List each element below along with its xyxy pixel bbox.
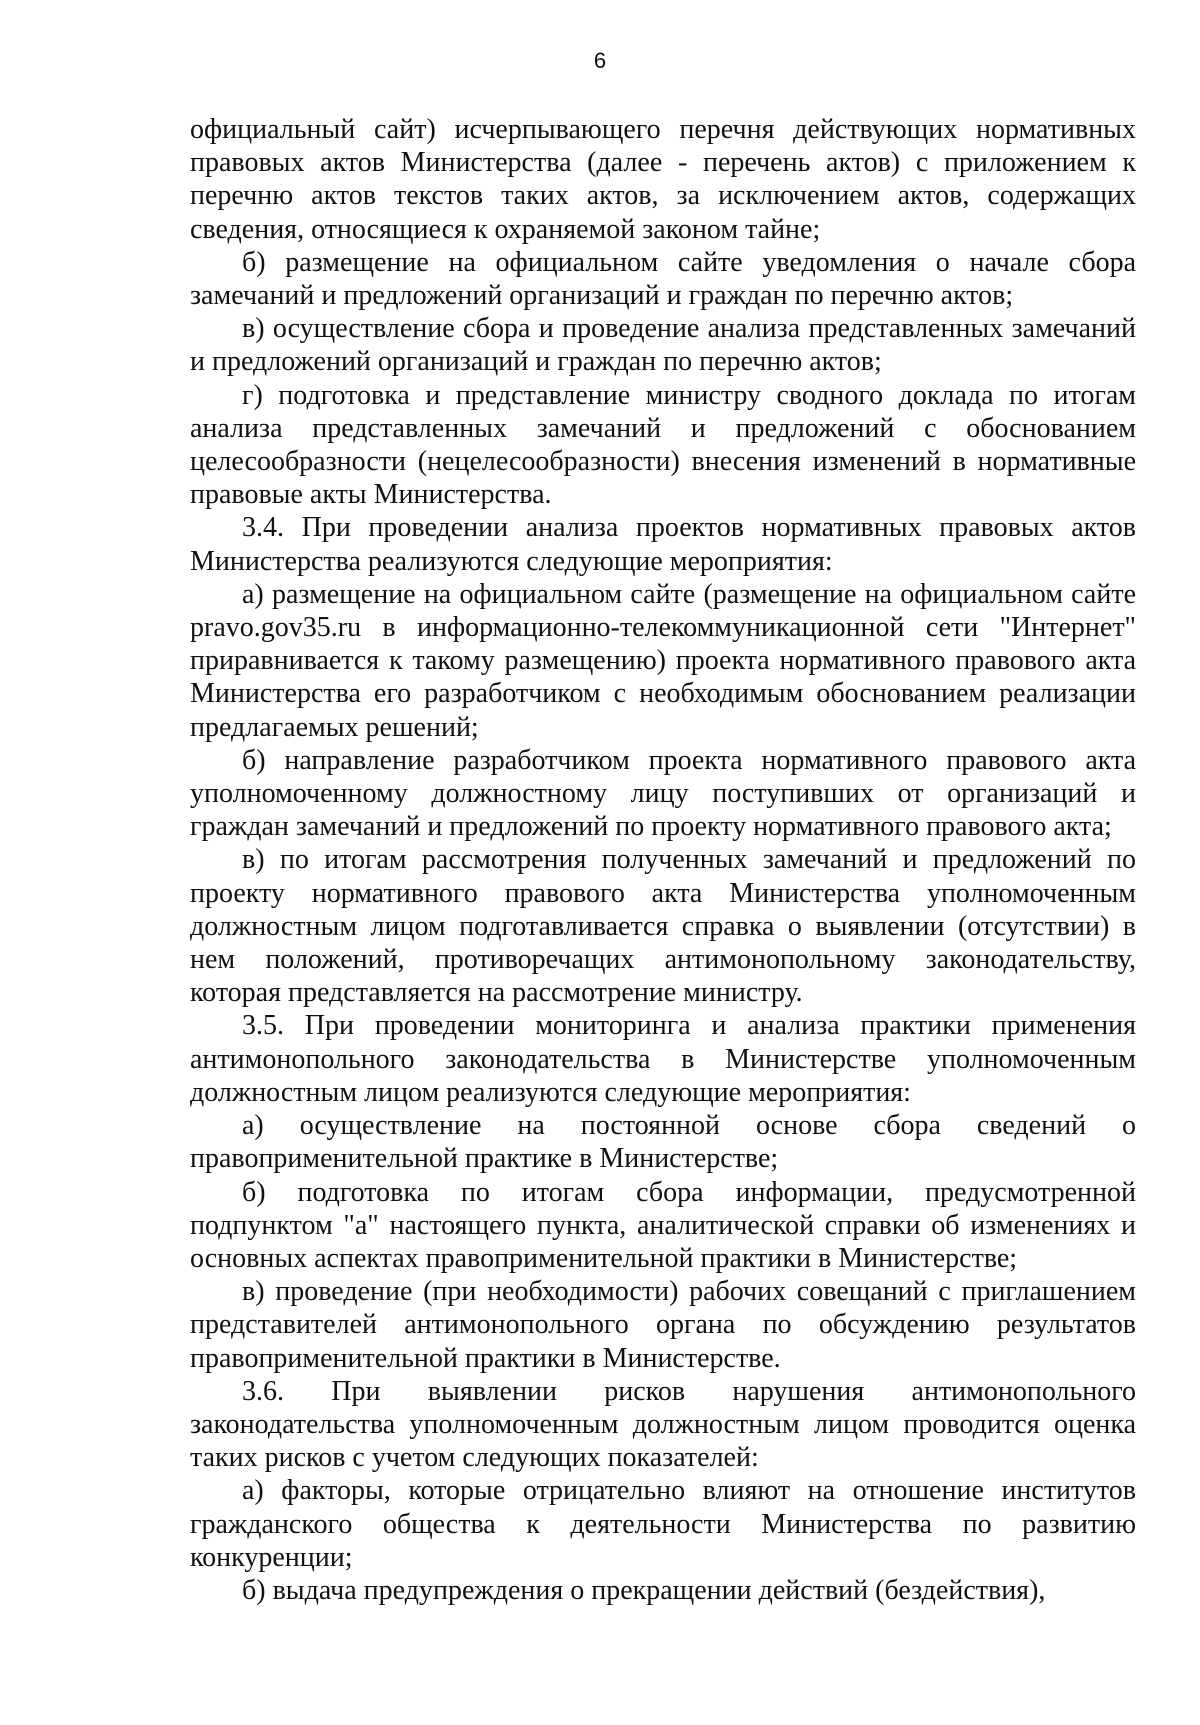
paragraph-3-6-item-a: а) факторы, которые отрицательно влияют на отношение институтов гражданского общества к деятельности Министерства по развитию конкуренции; <box>190 1475 1136 1573</box>
paragraph-3-4-item-a: а) размещение на официальном сайте (размещение на официальном сайте pravo.gov35.ru в информационно-телекоммуникационной сети "Интернет" приравнивается к такому размещению) проекта нормативного правового акта Министерства его разработчиком с необходимым обоснованием реализации предлагаемых решений; <box>190 578 1136 743</box>
paragraph-3-5-item-a: а) осуществление на постоянной основе сбора сведений о правоприменительной практике в Министерстве; <box>190 1110 1136 1175</box>
paragraph-3-6-item-b: б) выдача предупреждения о прекращении действий (бездействия), <box>242 1574 1046 1606</box>
page-number: 6 <box>593 48 607 73</box>
document-body <box>190 113 1136 1607</box>
paragraph-3-4-item-v: в) по итогам рассмотрения полученных замечаний и предложений по проекту нормативного правового акта Министерства уполномоченным должностным лицом подготавливается справка о выявлении (отсутствии) в нем положений, противоречащих антимонопольному законодательству, которая представляется на рассмотрение министру. <box>190 844 1136 1009</box>
paragraph-continuation: официальный сайт) исчерпывающего перечня действующих нормативных правовых актов Министерства (далее - перечень актов) с приложением к перечню актов текстов таких актов, за исключением актов, содержащих сведения, относящиеся к охраняемой законом тайне; <box>190 114 1136 245</box>
paragraph-item-b: б) размещение на официальном сайте уведомления о начале сбора замечаний и предложений организаций и граждан по перечню актов; <box>190 246 1136 312</box>
paragraph-3-5-item-b: б) подготовка по итогам сбора информации, предусмотренной подпунктом "а" настоящего пункта, аналитической справки об изменениях и основных аспектах правоприменительной практики в Министерстве; <box>190 1176 1136 1274</box>
paragraph-section-3-4: 3.4. При проведении анализа проектов нормативных правовых актов Министерства реализуются следующие мероприятия: <box>190 512 1136 577</box>
paragraph-3-5-item-v: в) проведение (при необходимости) рабочих совещаний с приглашением представителей антимонопольного органа по обсуждению результатов правоприменительной практики в Министерстве. <box>190 1276 1136 1374</box>
paragraph-section-3-6: 3.6. При выявлении рисков нарушения антимонопольного законодательства уполномоченным должностным лицом проводится оценка таких рисков с учетом следующих показателей: <box>190 1375 1136 1474</box>
paragraph-item-v: в) осуществление сбора и проведение анализа представленных замечаний и предложений организаций и граждан по перечню актов; <box>190 313 1136 378</box>
paragraph-3-4-item-b: б) направление разработчиком проекта нормативного правового акта уполномоченному должностному лицу поступивших от организаций и граждан замечаний и предложений по проекту нормативного правового акта; <box>190 744 1136 843</box>
paragraph-item-g: г) подготовка и представление министру сводного доклада по итогам анализа представленных замечаний и предложений с обоснованием целесообразности (нецелесообразности) внесения изменений в нормативные правовые акты Министерства. <box>190 379 1136 511</box>
paragraph-section-3-5: 3.5. При проведении мониторинга и анализа практики применения антимонопольного законодательства в Министерстве уполномоченным должностным лицом реализуются следующие мероприятия: <box>190 1010 1136 1108</box>
